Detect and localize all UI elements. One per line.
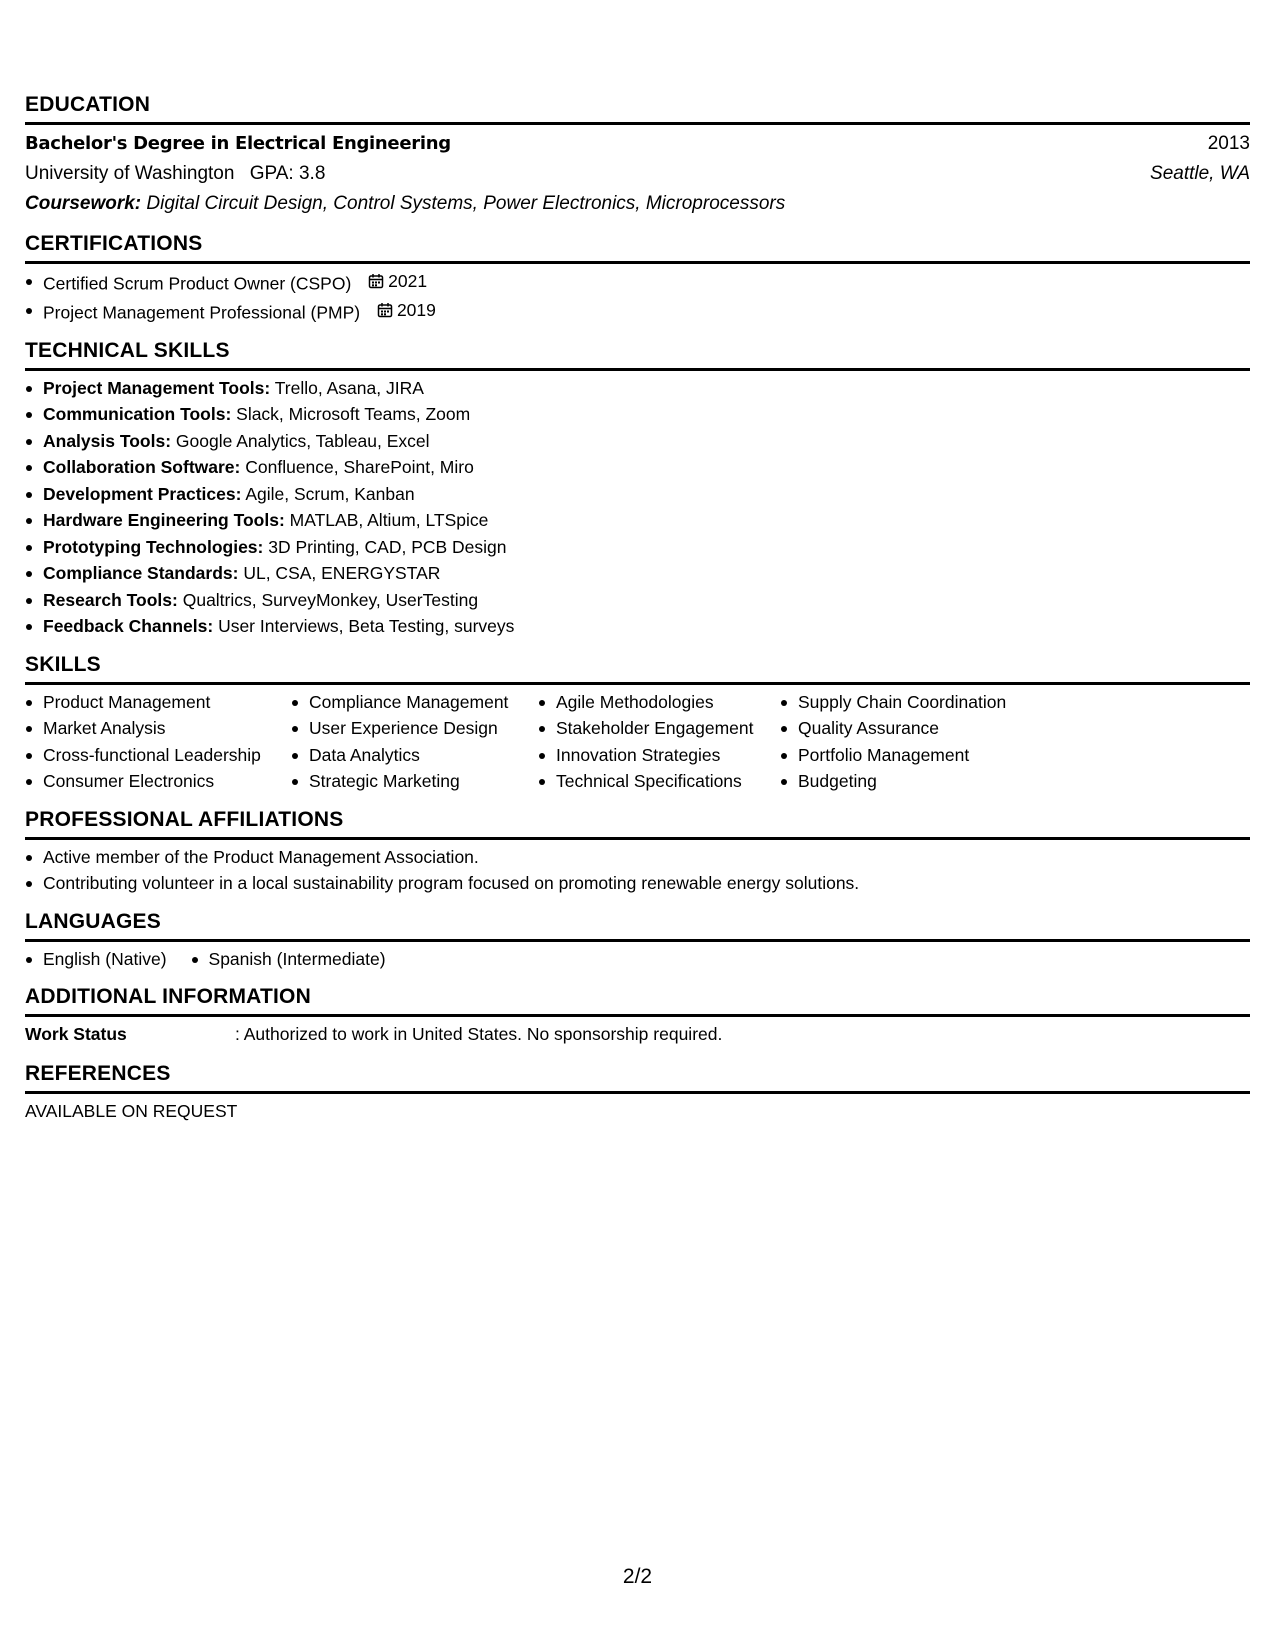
skills-column <box>780 689 1040 795</box>
affiliation-item: Contributing volunteer in a local sustainability program focused on promoting renewable energy solutions. <box>25 870 1250 897</box>
education-school-row <box>25 159 1250 189</box>
references-section <box>25 1061 1250 1126</box>
technical-skill-label: Prototyping Technologies: <box>43 536 264 557</box>
skill-item: Portfolio Management <box>780 742 1040 769</box>
coursework-value: Digital Circuit Design, Control Systems, Power Electronics, Microprocessors <box>141 193 786 214</box>
technical-skill-value: Slack, Microsoft Teams, Zoom <box>231 404 471 424</box>
technical-skill-value: 3D Printing, CAD, PCB Design <box>263 536 507 557</box>
work-status-label: Work Status <box>25 1024 127 1044</box>
education-school: University of Washington <box>25 163 235 184</box>
affiliations-list <box>25 840 1250 897</box>
skill-item: Stakeholder Engagement <box>538 715 780 742</box>
skill-item: Budgeting <box>780 768 1040 795</box>
skills-grid <box>25 685 1250 795</box>
skills-title: SKILLS <box>25 652 1250 685</box>
skill-item: Consumer Electronics <box>25 768 291 795</box>
affiliations-section <box>25 807 1250 897</box>
skills-section <box>25 652 1250 795</box>
technical-skill-value: MATLAB, Altium, LTSpice <box>284 510 489 530</box>
technical-skill-item <box>25 454 1250 481</box>
technical-skill-label: Development Practices: <box>43 483 242 504</box>
technical-skill-label: Collaboration Software: <box>43 457 241 477</box>
affiliations-title: PROFESSIONAL AFFILIATIONS <box>25 807 1250 840</box>
certifications-section <box>25 231 1250 326</box>
technical-skill-value: Qualtrics, SurveyMonkey, UserTesting <box>177 589 479 610</box>
skill-item: Compliance Management <box>291 689 538 716</box>
skill-item: Strategic Marketing <box>291 768 538 795</box>
skill-item: Technical Specifications <box>538 768 780 795</box>
skill-item: Innovation Strategies <box>538 742 780 769</box>
skill-item: Agile Methodologies <box>538 689 780 716</box>
languages-section <box>25 909 1250 973</box>
certification-year: 2019 <box>396 299 436 320</box>
technical-skill-value: Trello, Asana, JIRA <box>270 377 424 398</box>
education-degree-row <box>25 125 1250 159</box>
work-status-row <box>25 1017 1250 1049</box>
languages-list <box>25 942 1250 973</box>
language-item: English (Native) <box>25 946 167 973</box>
resume-page <box>25 92 1250 1138</box>
technical-skills-list <box>25 371 1250 640</box>
technical-skill-item <box>25 587 1250 614</box>
technical-skill-label: Communication Tools: <box>43 404 232 424</box>
additional-info-title: ADDITIONAL INFORMATION <box>25 984 1250 1017</box>
languages-title: LANGUAGES <box>25 909 1250 942</box>
technical-skill-item <box>25 560 1250 587</box>
certification-item <box>25 297 1250 326</box>
technical-skills-section <box>25 338 1250 640</box>
technical-skill-label: Hardware Engineering Tools: <box>43 510 285 530</box>
certifications-list <box>25 264 1250 326</box>
calendar-icon <box>377 302 393 318</box>
technical-skill-value: Confluence, SharePoint, Miro <box>240 457 474 477</box>
technical-skill-item <box>25 613 1250 640</box>
certification-name: Certified Scrum Product Owner (CSPO) <box>43 273 352 294</box>
skill-item: Quality Assurance <box>780 715 1040 742</box>
skills-column <box>538 689 780 795</box>
references-text: AVAILABLE ON REQUEST <box>25 1101 238 1121</box>
skill-item: Data Analytics <box>291 742 538 769</box>
skill-item: Market Analysis <box>25 715 291 742</box>
technical-skill-label: Compliance Standards: <box>43 563 239 583</box>
technical-skill-value: UL, CSA, ENERGYSTAR <box>238 563 441 583</box>
technical-skill-label: Feedback Channels: <box>43 616 214 636</box>
skills-column <box>25 689 291 795</box>
education-location: Seattle, WA <box>1150 163 1250 184</box>
technical-skill-item <box>25 428 1250 455</box>
technical-skills-title: TECHNICAL SKILLS <box>25 338 1250 371</box>
technical-skill-label: Research Tools: <box>43 589 178 610</box>
technical-skill-value: User Interviews, Beta Testing, surveys <box>213 616 515 636</box>
calendar-icon <box>368 273 384 289</box>
technical-skill-item <box>25 401 1250 428</box>
education-gpa: GPA: 3.8 <box>249 163 326 184</box>
education-section <box>25 92 1250 219</box>
skill-item: User Experience Design <box>291 715 538 742</box>
technical-skill-item <box>25 507 1250 534</box>
technical-skill-value: Agile, Scrum, Kanban <box>241 483 415 504</box>
certification-year: 2021 <box>388 271 428 291</box>
references-title: REFERENCES <box>25 1061 1250 1094</box>
page-number: 2/2 <box>622 1565 653 1588</box>
technical-skill-label: Project Management Tools: <box>43 377 271 398</box>
technical-skill-label: Analysis Tools: <box>43 430 172 451</box>
technical-skill-item <box>25 534 1250 561</box>
certification-year-group <box>377 297 436 324</box>
certifications-title: CERTIFICATIONS <box>25 231 1250 264</box>
technical-skill-item <box>25 375 1250 402</box>
affiliation-item: Active member of the Product Management Association. <box>25 844 1250 871</box>
technical-skill-value: Google Analytics, Tableau, Excel <box>171 430 430 451</box>
education-year: 2013 <box>1207 133 1250 154</box>
certification-item <box>25 268 1250 297</box>
skills-column <box>291 689 538 795</box>
education-coursework <box>25 189 1250 219</box>
skill-item: Cross-functional Leadership <box>25 742 291 769</box>
coursework-label: Coursework: <box>25 193 142 214</box>
education-degree: Bachelor's Degree in Electrical Engineering <box>25 133 451 154</box>
skill-item: Supply Chain Coordination <box>780 689 1040 716</box>
language-item: Spanish (Intermediate) <box>191 946 386 973</box>
certification-year-group <box>368 268 427 295</box>
education-school-info <box>25 159 325 189</box>
certification-name: Project Management Professional (PMP) <box>43 302 361 322</box>
skill-item: Product Management <box>25 689 291 716</box>
technical-skill-item <box>25 481 1250 508</box>
education-title: EDUCATION <box>25 92 1250 125</box>
work-status-value: : Authorized to work in United States. No sponsorship required. <box>235 1024 723 1044</box>
additional-info-section <box>25 984 1250 1049</box>
